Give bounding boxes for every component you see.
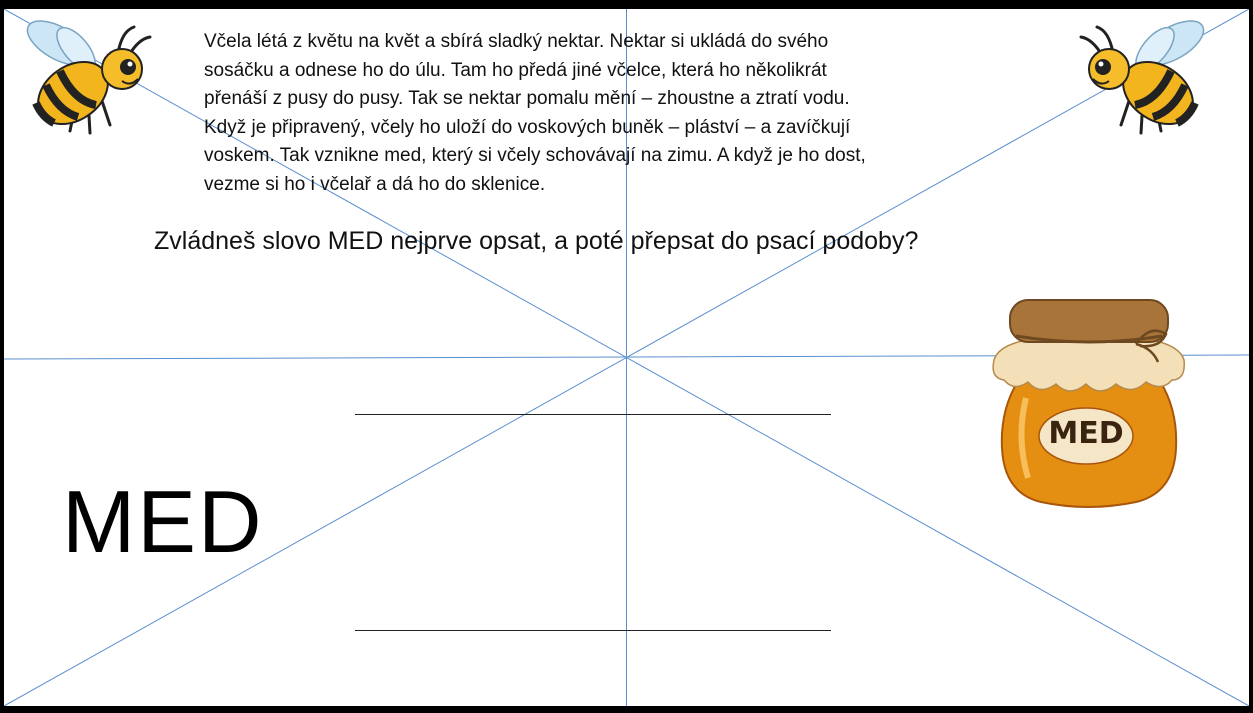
story-line: sosáčku a odnese ho do úlu. Tam ho předá jiné včelce, která ho několikrát bbox=[204, 59, 827, 81]
task-question: Zvládneš slovo MED nejprve opsat, a poté přepsat do psací podoby? bbox=[154, 227, 919, 255]
honey-jar-drawing bbox=[986, 288, 1191, 513]
story-line: přenáší z pusy do pusy. Tak se nektar pomalu mění – zhoustne a ztratí vodu. bbox=[204, 88, 850, 109]
story-line: Když je připravený, včely ho uloží do voskových buněk – pláství – a zavíčkují bbox=[204, 116, 851, 138]
writing-line-copy[interactable] bbox=[355, 414, 831, 415]
story-line: voskem. Tak vznikne med, který si včely schovávají na zimu. A když je ho dost, bbox=[204, 145, 866, 166]
worksheet-slide bbox=[4, 9, 1249, 706]
story-line: Včela létá z květu na květ a sbírá sladký nektar. Nektar si ukládá do svého bbox=[204, 31, 829, 52]
model-word: MED bbox=[62, 472, 264, 571]
writing-line-cursive[interactable] bbox=[355, 630, 831, 631]
honey-jar-icon bbox=[986, 288, 1191, 513]
bee-icon bbox=[18, 13, 153, 143]
bee-icon bbox=[1078, 13, 1213, 143]
jar-label: MED bbox=[1048, 416, 1124, 451]
story-text bbox=[204, 28, 964, 199]
story-line: vezme si ho i včelař a dá ho do sklenice. bbox=[204, 173, 546, 195]
